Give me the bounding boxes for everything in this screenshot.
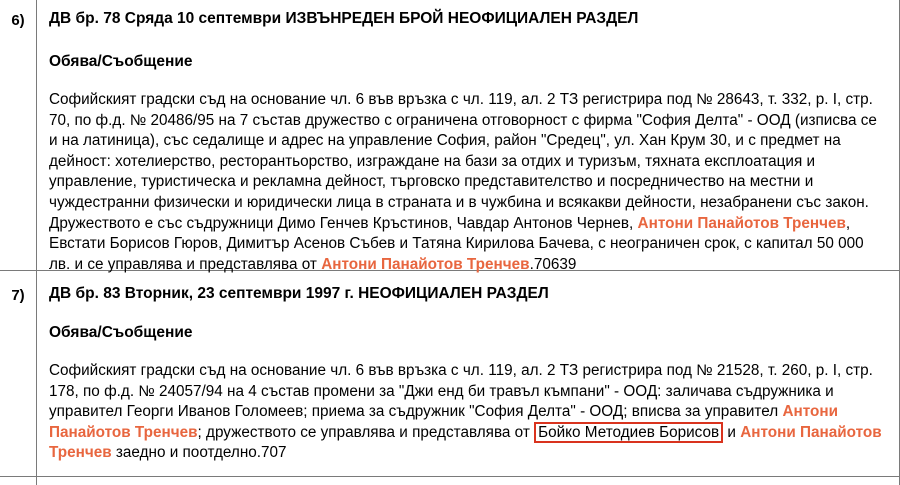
body-text: Софийският градски съд на основание чл. 6 във връзка с чл. 119, ал. 2 ТЗ регистрира под № 28643, т. 332, р. I, стр. 70, по ф.д. № 20486/95 на 7 състав дружество с ограничена отговорност с фирма "София Делта" - ООД (изписва се и на латиница), със седалище и адрес на управление София, район "Средец", ул. Хан Крум 30, и с предмет на дейност: хотелиерство, ресторантьорство, изграждане на бази за отдих и туризъм, тяхната експлоатация и управление, туристическа и рекламна дейност, търговско представителство и посредничество на местни и чуждестранни физически и юридически лица в страната и в чужбина и всякакви дейности, незабранени със закон. Дружеството е със съдружници Димо Генчев Кръстинов, Чавдар Антонов Чернев, bbox=[49, 91, 877, 232]
entry-7 bbox=[49, 284, 889, 464]
body-text: .70639 bbox=[529, 255, 577, 273]
body-text: заедно и поотделно.707 bbox=[115, 444, 287, 462]
entry-header: ДВ бр. 78 Сряда 10 септември ИЗВЪНРЕДЕН БРОЙ НЕОФИЦИАЛЕН РАЗДЕЛ bbox=[49, 10, 639, 27]
body-text: и bbox=[727, 423, 736, 441]
entry-type: Обява/Съобщение bbox=[49, 53, 193, 70]
entry-body bbox=[49, 361, 889, 464]
body-text: , Евстати Борисов Гюров, Димитър Асенов Събев и Татяна Кирилова Бачева, с неограничен срок, с капитал 50 000 лв. и се управлява и представлява от bbox=[49, 214, 864, 273]
boxed-name: Бойко Методиев Борисов bbox=[534, 422, 723, 443]
highlighted-name: Антони Панайотов Тренчев bbox=[321, 255, 530, 273]
entry-number: 7) bbox=[11, 287, 25, 304]
body-text: Софийският градски съд на основание чл. 6 във връзка с чл. 119, ал. 2 ТЗ регистрира под № 21528, т. 260, р. I, стр. 178, по ф.д. № 24057/94 на 4 състав промени за "Джи енд би травъл къмпани" - ООД: заличава съдружника и управител Георги Иванов Голомеев; приема за съдружник "София Делта" - ООД; вписва за управител bbox=[49, 362, 873, 421]
entry-body bbox=[49, 90, 889, 275]
entry-6 bbox=[49, 9, 889, 275]
column-divider bbox=[36, 0, 37, 485]
highlighted-name: Антони Панайотов Тренчев bbox=[637, 214, 846, 232]
entry-number: 6) bbox=[11, 12, 25, 29]
entry-header: ДВ бр. 83 Вторник, 23 септември 1997 г. НЕОФИЦИАЛЕН РАЗДЕЛ bbox=[49, 285, 549, 302]
entry-type: Обява/Съобщение bbox=[49, 324, 193, 341]
highlighted-name: Антони Панайотов Тренчев bbox=[49, 423, 882, 462]
body-text: ; дружеството се управлява и представлява от bbox=[197, 423, 530, 441]
row-divider-bottom bbox=[0, 476, 900, 477]
highlighted-name: Антони Панайотов Тренчев bbox=[49, 403, 839, 441]
